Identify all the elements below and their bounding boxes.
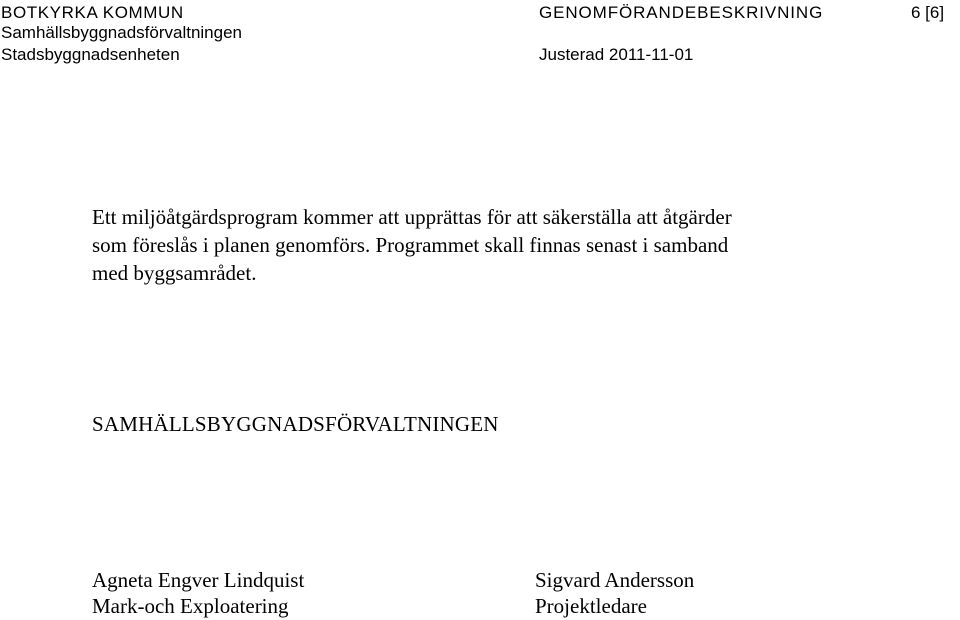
organization-name: BOTKYRKA KOMMUN	[1, 3, 184, 22]
signing-authority: SAMHÄLLSBYGGNADSFÖRVALTNINGEN	[92, 412, 499, 436]
document-type: GENOMFÖRANDEBESKRIVNING	[539, 3, 824, 22]
page-number: 6 [6]	[911, 3, 945, 22]
signatory-name: Agneta Engver Lindquist	[92, 568, 305, 592]
paragraph-line: Ett miljöåtgärdsprogram kommer att upprättas för att säkerställa att åtgärder	[92, 205, 732, 229]
signatory-title: Mark-och Exploatering	[92, 594, 289, 618]
unit-name: Stadsbyggnadsenheten	[1, 45, 180, 64]
signatory-name: Sigvard Andersson	[535, 568, 695, 592]
paragraph-line: med byggsamrådet.	[92, 261, 257, 285]
revision-date: Justerad 2011-11-01	[539, 45, 694, 64]
signatory-title: Projektledare	[535, 594, 647, 618]
department-name: Samhällsbyggnadsförvaltningen	[1, 23, 242, 42]
body-paragraph	[92, 203, 832, 287]
paragraph-line: som föreslås i planen genomförs. Programmet skall finnas senast i samband	[92, 233, 729, 257]
